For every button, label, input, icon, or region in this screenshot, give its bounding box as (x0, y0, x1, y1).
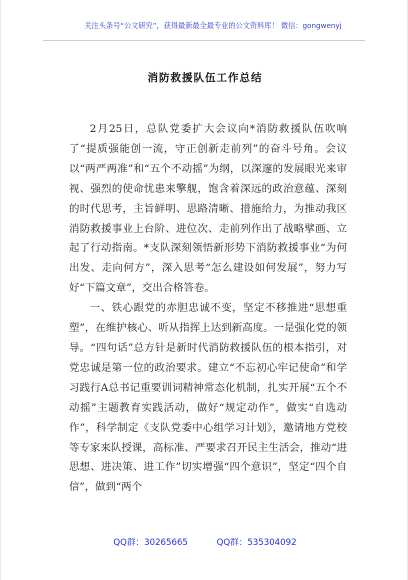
footer-qq-group-1: QQ群：30265665 (113, 538, 188, 548)
header-banner: 关注头条号“公文研究”，获得最新最全最专业的公文资料库！ 微信：gongwenyj (84, 21, 342, 30)
body-paragraph-1: 2月25日，总队党委扩大会议向*消防救援队伍吹响了“提质强能创一流，守正创新走前列”的奋斗号角。会议以“两严两准”和“五个不动摇”为纲，以深邃的发展眼光来审视、强烈的使命忧患来擎舰，饱含着深远的政治意蕴、深刻的时代思考，主旨鲜明、思路清晰、措施给力，为推动我区消防救援事业上台阶、进位次、走前列作出了战略擘画、立起了行动指南。*支队深刻领悟新形势下消防救援事业“为何出发、走向何方”，深入思考“怎么建设如何发展”，努力写好“下篇文章”，交出合格答卷。 (69, 123, 347, 295)
footer-contact (1, 536, 408, 548)
document-title: 消防救援队伍工作总结 (147, 72, 263, 84)
header-divider (43, 40, 365, 41)
body-paragraph-2: 一、铁心跟党的赤胆忠诚不变，坚定不移推进“思想重塑”，在维护核心、听从指挥上达到新高度。一是强化党的领导。“四句话”总方针是新时代消防救援队伍的根本指引，对党忠诚是第一位的政治要求。建立“不忘初心牢记使命”和学习践行A总书记重要训词精神常态化机制，扎实开展“五个不动摇”主题教育实践活动，做好“规定动作”，做实“自选动作”，科学制定《支队党委中心组学习计划》，邀请地方党校等专家来队授课，高标准、严要求召开民主生活会，推动“进思想、进决策、进工作”切实增强“四个意识”，坚定“四个自信”，做到“两个 (69, 302, 347, 494)
footer-qq-group-2: QQ群：535304092 (216, 538, 297, 548)
document-body (69, 120, 347, 498)
